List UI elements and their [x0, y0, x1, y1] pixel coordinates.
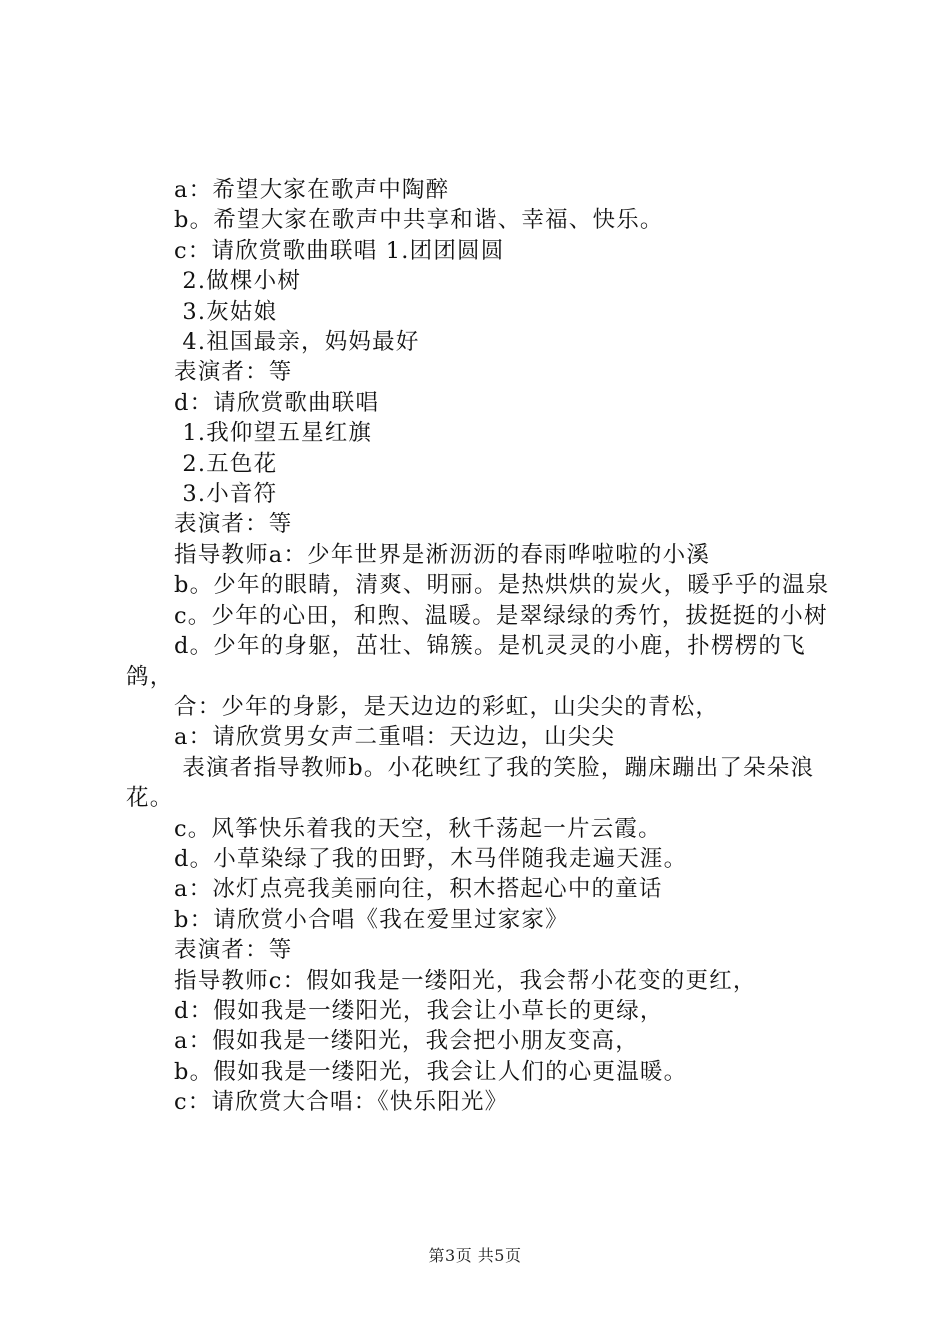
text-line: a：请欣赏男女声二重唱：天边边，山尖尖: [174, 724, 616, 751]
text-line: 表演者指导教师b。小花映红了我的笑脸，蹦床蹦出了朵朵浪花。: [126, 754, 815, 812]
text-line: 指导教师c：假如我是一缕阳光，我会帮小花变的更红，: [174, 967, 757, 994]
text-line: d：假如我是一缕阳光，我会让小草长的更绿，: [174, 997, 664, 1024]
text-line: 3.灰姑娘: [174, 298, 278, 325]
text-line: 指导教师a：少年世界是淅沥沥的春雨哗啦啦的小溪: [174, 541, 711, 568]
text-line: a：冰灯点亮我美丽向往，积木搭起心中的童话: [174, 876, 663, 903]
text-line: 4.祖国最亲，妈妈最好: [174, 329, 420, 356]
text-line: 2.五色花: [174, 450, 278, 477]
text-line: a：希望大家在歌声中陶醉: [174, 177, 450, 203]
text-line: d。小草染绿了我的田野，木马伴随我走遍天涯。: [174, 845, 688, 872]
text-line: c。少年的心田，和煦、温暖。是翠绿绿的秀竹，拔挺挺的小树: [174, 602, 828, 629]
page-number-label: 第3页 共5页: [428, 1246, 522, 1265]
text-line: b。少年的眼睛，清爽、明丽。是热烘烘的炭火，暖乎乎的温泉: [174, 572, 830, 599]
text-line: b：请欣赏小合唱《我在爱里过家家》: [174, 906, 569, 933]
text-line: c：请欣赏歌曲联唱 1.团团圆圆: [174, 237, 505, 264]
text-line: 2.做棵小树: [174, 268, 302, 295]
text-line: 3.小音符: [174, 481, 278, 508]
text-line: 表演者：等: [174, 359, 293, 386]
text-line: b。希望大家在歌声中共享和谐、幸福、快乐。: [174, 207, 664, 234]
text-line: c。风筝快乐着我的天空，秋千荡起一片云霞。: [174, 815, 662, 842]
text-line: 表演者：等: [174, 937, 293, 964]
text-line: 合：少年的身影，是天边边的彩虹，山尖尖的青松，: [174, 693, 720, 720]
text-line: 1.我仰望五星红旗: [174, 420, 373, 447]
text-line: c：请欣赏大合唱：《快乐阳光》: [174, 1089, 509, 1116]
page-footer: [0, 1243, 950, 1266]
text-line: b。假如我是一缕阳光，我会让人们的心更温暖。: [174, 1058, 688, 1085]
document-body: [126, 175, 836, 1118]
text-line: d：请欣赏歌曲联唱: [174, 389, 380, 416]
text-line: 表演者：等: [174, 511, 293, 538]
text-line: d。少年的身躯，茁壮、锦簇。是机灵灵的小鹿，扑楞楞的飞鸽，: [126, 633, 806, 690]
text-line: a：假如我是一缕阳光，我会把小朋友变高，: [174, 1028, 639, 1055]
